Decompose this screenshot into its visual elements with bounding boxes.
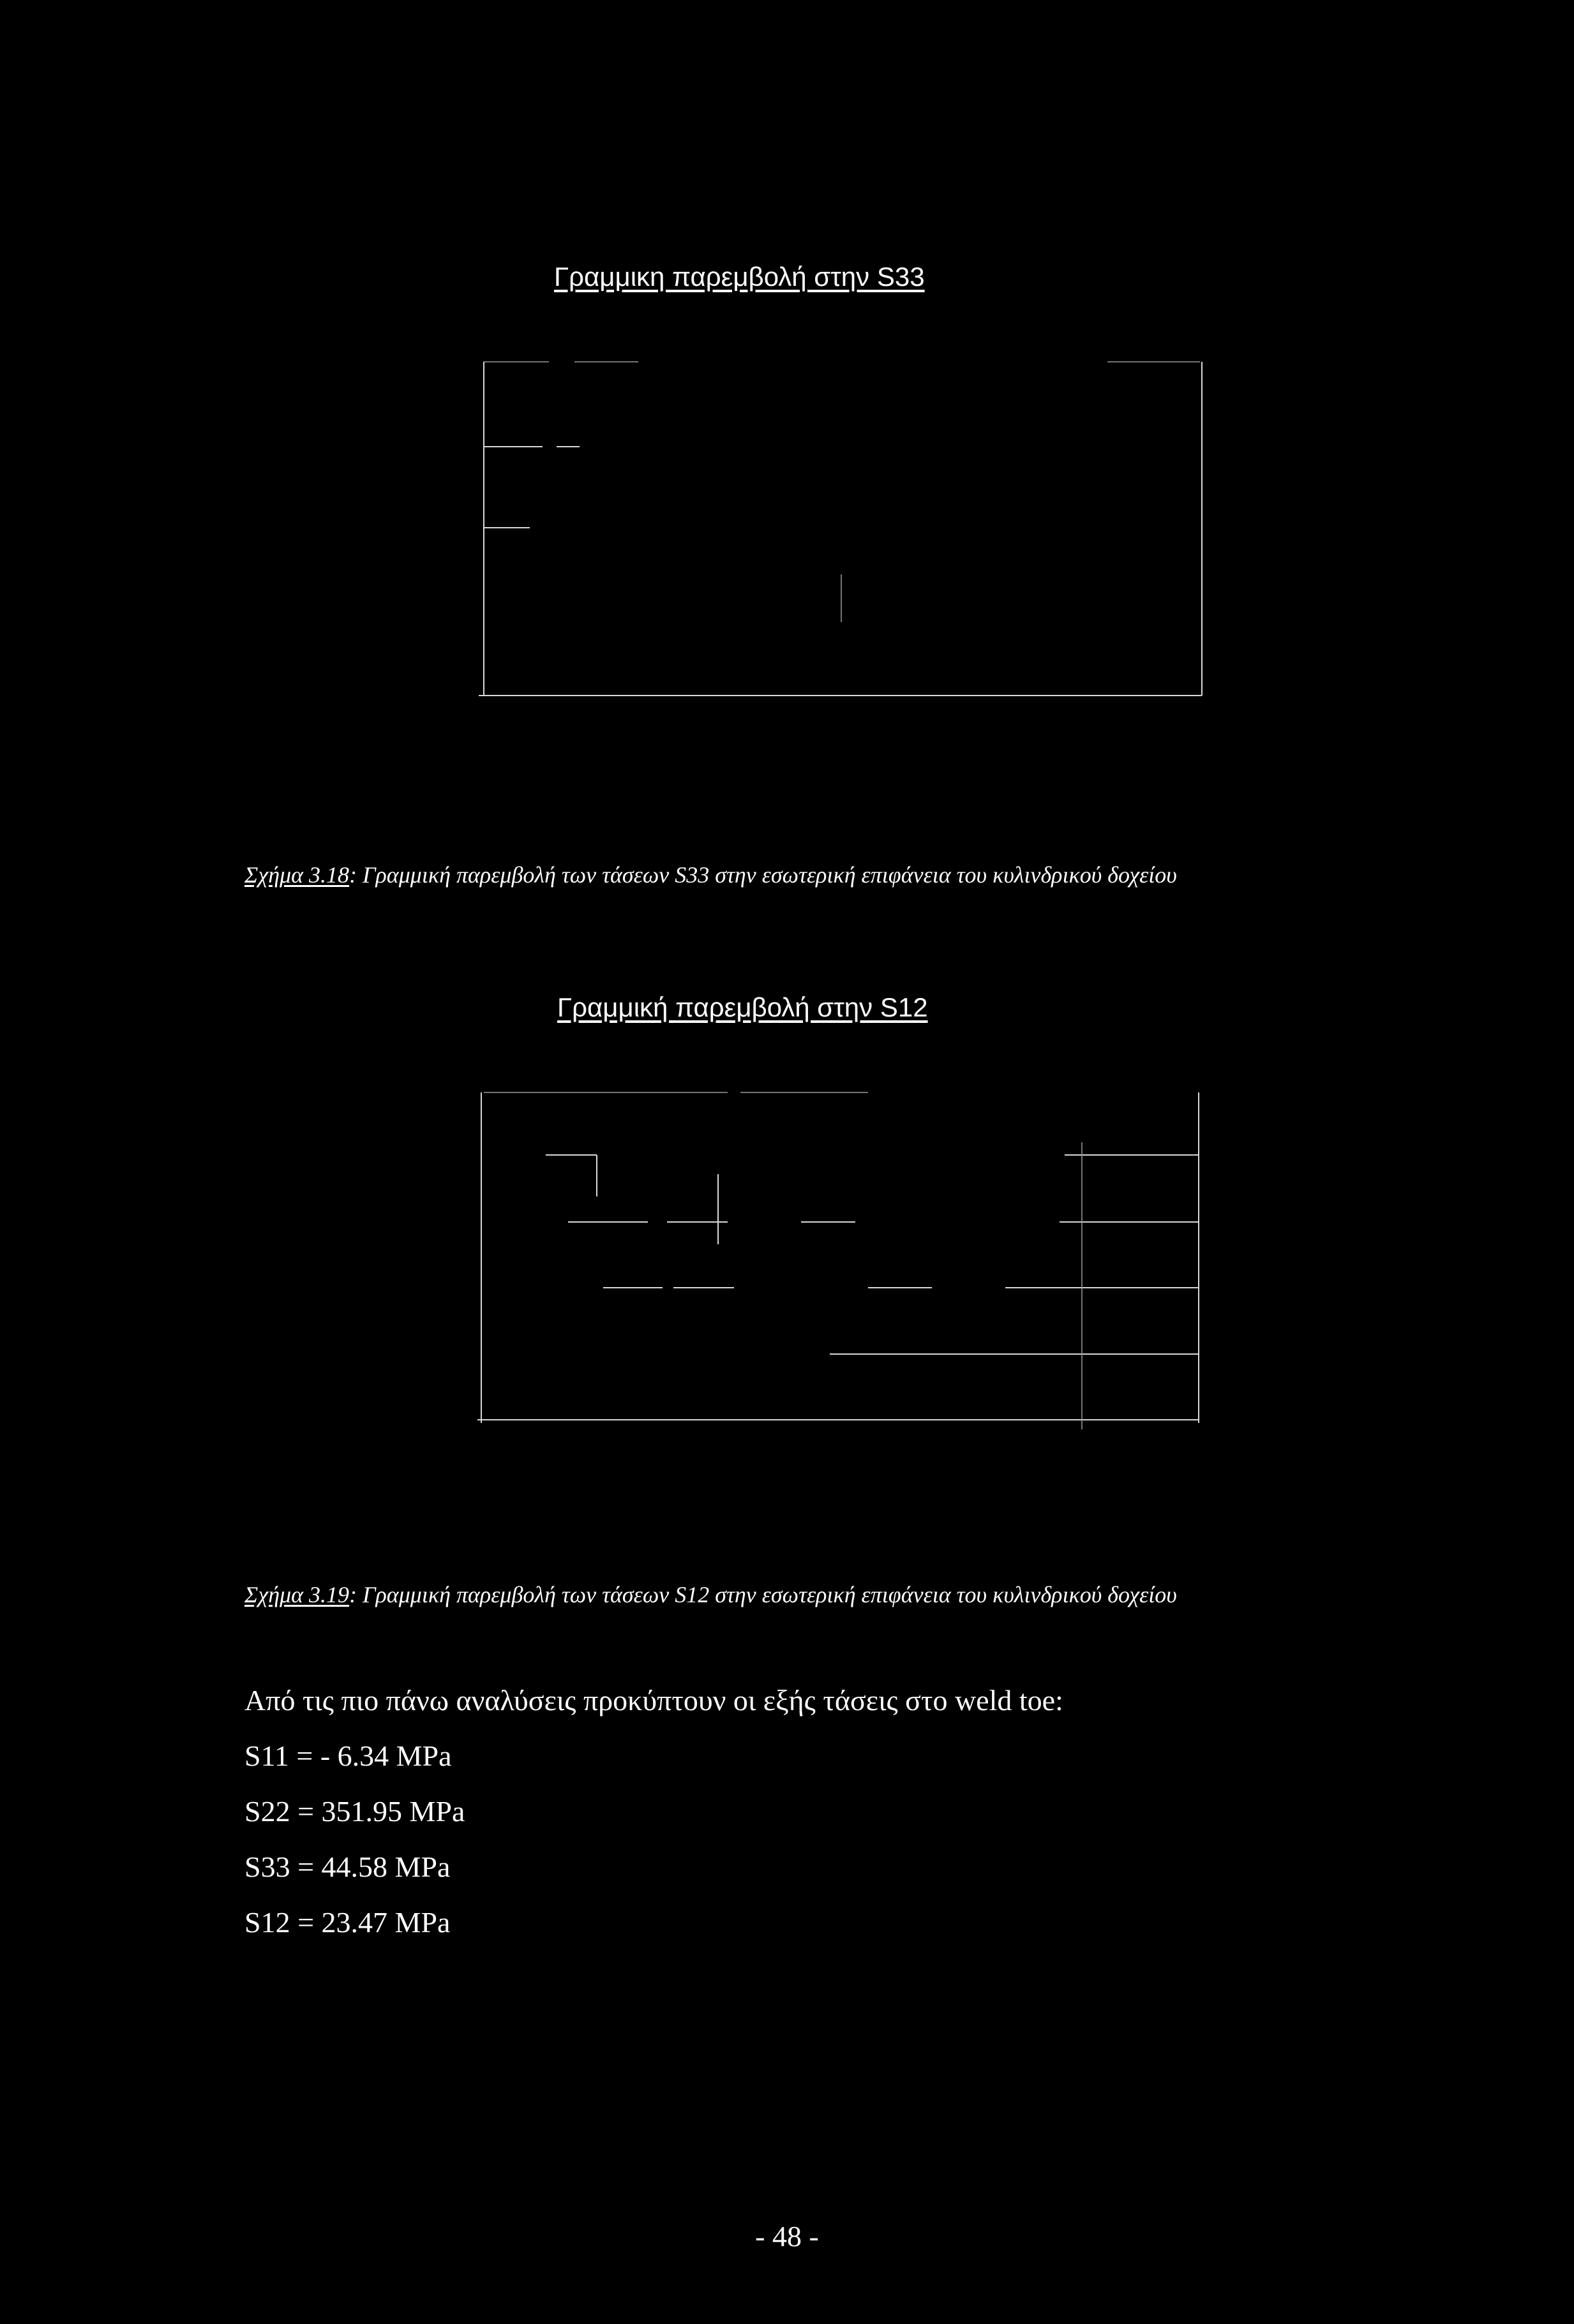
result-line-s12: S12 = 23.47 MPa [244, 1906, 451, 1939]
figure-s12-title: Γραμμική παρεμβολή στην S12 [557, 992, 928, 1022]
figure-s12-plot [472, 1085, 1213, 1433]
figure-s33-title: Γραμμικη παρεμβολή στην S33 [554, 262, 925, 292]
figure-s33-caption-number: Σχήμα 3.18 [244, 862, 350, 888]
figure-s33-caption [244, 861, 1177, 888]
result-line-s11: S11 = - 6.34 MPa [244, 1739, 452, 1772]
result-line-s33: S33 = 44.58 MPa [244, 1851, 451, 1883]
figure-s33-caption-text: : Γραμμική παρεμβολή των τάσεων S33 στην εσωτερική επιφάνεια του κυλινδρικού δοχείου [349, 862, 1177, 888]
figure-s12-caption [244, 1581, 1177, 1608]
figure-s12-caption-number: Σχήμα 3.19 [244, 1582, 350, 1607]
results-intro: Από τις πιο πάνω αναλύσεις προκύπτουν οι εξής τάσεις στο weld toe: [244, 1684, 1063, 1717]
figure-s12-caption-text: : Γραμμική παρεμβολή των τάσεων S12 στην εσωτερική επιφάνεια του κυλινδρικού δοχείου [349, 1582, 1177, 1607]
result-line-s22: S22 = 351.95 MPa [244, 1795, 465, 1828]
page-number: - 48 - [755, 2220, 819, 2253]
figure-s33-plot [472, 354, 1213, 702]
